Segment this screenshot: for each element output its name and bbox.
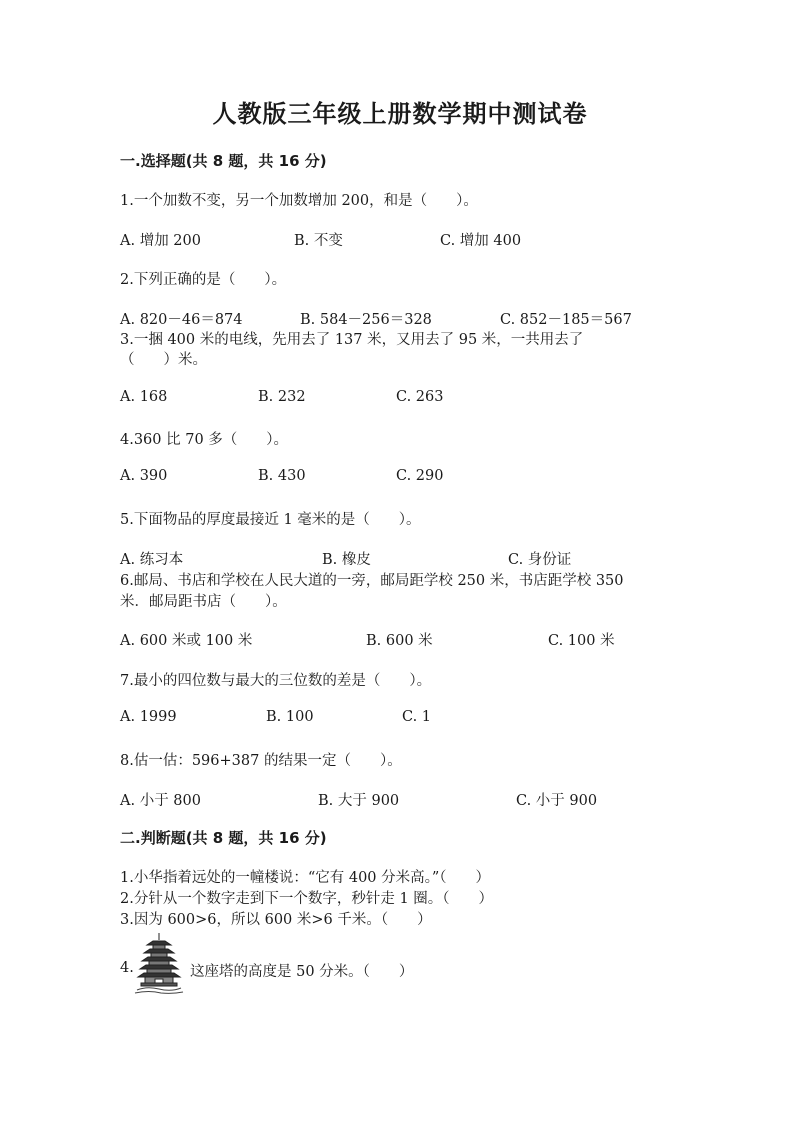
question-2: 2.下列正确的是（ ）。 xyxy=(120,272,287,288)
option-b: B. 不变 xyxy=(294,233,343,249)
tf-question-4-number: 4. xyxy=(120,960,134,976)
question-7: 7.最小的四位数与最大的三位数的差是（ ）。 xyxy=(120,673,432,689)
pagoda-illustration xyxy=(133,932,185,994)
option-c: C. 身份证 xyxy=(508,552,572,568)
option-c: C. 100 米 xyxy=(548,633,615,649)
option-a: A. 1999 xyxy=(120,709,177,725)
option-b: B. 大于 900 xyxy=(318,793,400,809)
section-heading-true-false: 二.判断题(共 8 题，共 16 分) xyxy=(120,829,327,847)
section-heading-choice: 一.选择题(共 8 题，共 16 分) xyxy=(120,152,327,170)
pagoda-icon xyxy=(133,932,185,994)
option-a: A. 390 xyxy=(120,468,168,484)
tf-question-1: 1.小华指着远处的一幢楼说：“它有 400 分米高。”（ ） xyxy=(120,870,491,886)
option-b: B. 584－256＝328 xyxy=(300,312,432,328)
option-a: A. 600 米或 100 米 xyxy=(120,633,253,649)
option-b: B. 430 xyxy=(258,468,306,484)
option-c: C. 263 xyxy=(396,389,444,405)
question-1: 1.一个加数不变，另一个加数增加 200，和是（ ）。 xyxy=(120,193,478,209)
option-a: A. 168 xyxy=(120,389,168,405)
option-b: B. 600 米 xyxy=(366,633,433,649)
option-c: C. 852－185＝567 xyxy=(500,312,632,328)
tf-question-4-text: 这座塔的高度是 50 分米。（ ） xyxy=(190,964,414,980)
option-a: A. 小于 800 xyxy=(120,793,201,809)
question-4: 4.360 比 70 多（ ）。 xyxy=(120,432,289,448)
tf-question-2: 2.分针从一个数字走到下一个数字，秒针走 1 圈。（ ） xyxy=(120,891,494,907)
question-3-line-1: 3.一捆 400 米的电线，先用去了 137 米，又用去了 95 米，一共用去了 xyxy=(120,332,584,348)
option-c: C. 增加 400 xyxy=(440,233,522,249)
option-b: B. 橡皮 xyxy=(322,552,371,568)
option-c: C. 小于 900 xyxy=(516,793,598,809)
option-b: B. 100 xyxy=(266,709,314,725)
page-title: 人教版三年级上册数学期中测试卷 xyxy=(212,100,588,128)
question-6-line-2: 米．邮局距书店（ ）。 xyxy=(120,594,287,610)
option-a: A. 练习本 xyxy=(120,552,184,568)
question-8: 8.估一估：596+387 的结果一定（ ）。 xyxy=(120,753,402,769)
option-b: B. 232 xyxy=(258,389,306,405)
question-3-line-2: （ ）米。 xyxy=(120,352,207,368)
question-6-line-1: 6.邮局、书店和学校在人民大道的一旁，邮局距学校 250 米，书店距学校 350 xyxy=(120,573,624,589)
option-c: C. 1 xyxy=(402,709,432,725)
option-c: C. 290 xyxy=(396,468,444,484)
question-5: 5.下面物品的厚度最接近 1 毫米的是（ ）。 xyxy=(120,512,421,528)
option-a: A. 820－46＝874 xyxy=(120,312,243,328)
option-a: A. 增加 200 xyxy=(120,233,201,249)
tf-question-3: 3.因为 600>6，所以 600 米>6 千米。（ ） xyxy=(120,912,432,928)
